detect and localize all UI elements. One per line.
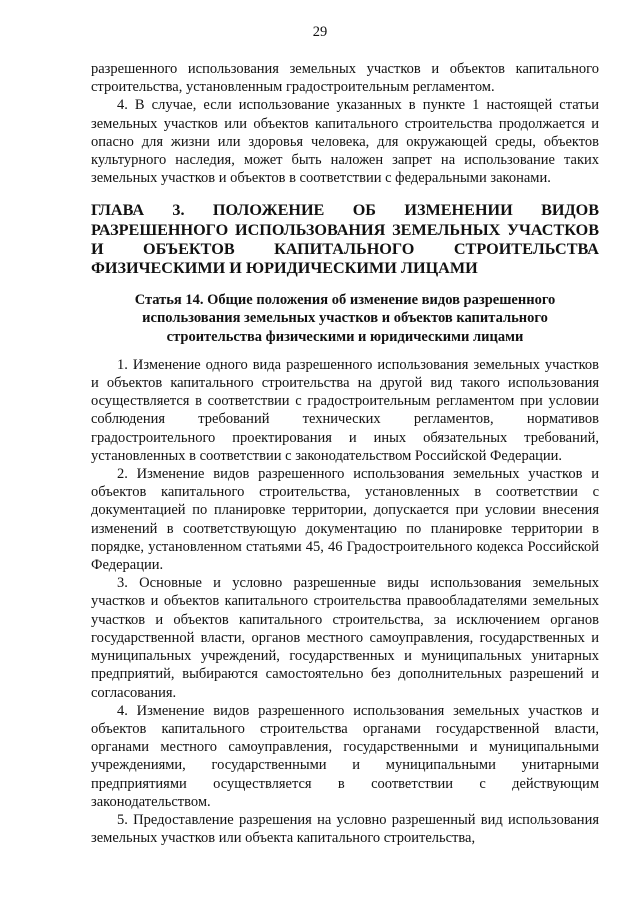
paragraph-item-4: 4. Изменение видов разрешенного использования земельных участков и объектов капитального строительства органами государственной власти, органами местного самоуправления, государственными и муниципальными учреждениями, государственными и муниципальными унитарными предприятиями осуществляется в соответствии с действующим законодательством. bbox=[91, 702, 599, 810]
paragraph-item-4-prev: 4. В случае, если использование указанных в пункте 1 настоящей статьи земельных участков или объектов капитального строительства продолжается и опасно для жизни или здоровья человека, для окружающей среды, объектов культурного наследия, может быть наложен запрет на использование таких земельных участков и объектов в соответствии с федеральными законами. bbox=[91, 97, 599, 187]
paragraph-item-3: 3. Основные и условно разрешенные виды использования земельных участков и объектов капитального строительства правообладателями земельных участков и объектов капитального строительства, за исключением органов государственной власти, органов местного самоуправления, государственных и муниципальных учреждений, государственных и муниципальных унитарных предприятий, выбираются самостоятельно без дополнительных разрешений и согласования. bbox=[91, 575, 599, 701]
page-number: 29 bbox=[312, 24, 328, 40]
page-content bbox=[91, 60, 599, 847]
paragraph-continuation: разрешенного использования земельных участков и объектов капитального строительства, установленным градостроительным регламентом. bbox=[91, 61, 599, 96]
paragraph-item-1: 1. Изменение одного вида разрешенного использования земельных участков и объектов капитального строительства на другой вид такого использования осуществляется в соответствии с градостроительным регламентом при условии соблюдения требований технических регламентов, нормативов градостроительного проектирования и иных обязательных требований, установленных в соответствии с законодательством Российской Федерации. bbox=[91, 356, 599, 464]
chapter-title: ГЛАВА 3. ПОЛОЖЕНИЕ ОБ ИЗМЕНЕНИИ ВИДОВ РАЗРЕШЕННОГО ИСПОЛЬЗОВАНИЯ ЗЕМЕЛЬНЫХ УЧАСТКОВ И ОБЪЕКТОВ КАПИТАЛЬНОГО СТРОИТЕЛЬСТВА ФИЗИЧЕСКИМИ И ЮРИДИЧЕСКИМИ ЛИЦАМИ bbox=[91, 201, 599, 278]
paragraph-item-2: 2. Изменение видов разрешенного использования земельных участков и объектов капитального строительства, установленных в соответствии с документацией по планировке территории, допускается при условии внесения изменений в соответствующую документацию по планировке территории в порядке, установленном статьями 45, 46 Градостроительного кодекса Российской Федерации. bbox=[91, 466, 599, 574]
article-title: Статья 14. Общие положения об изменение видов разрешенного использования земельных участков и объектов капитального строительства физическими и юридическими лицами bbox=[134, 292, 556, 345]
paragraph-item-5: 5. Предоставление разрешения на условно разрешенный вид использования земельных участков или объекта капитального строительства, bbox=[91, 811, 599, 847]
